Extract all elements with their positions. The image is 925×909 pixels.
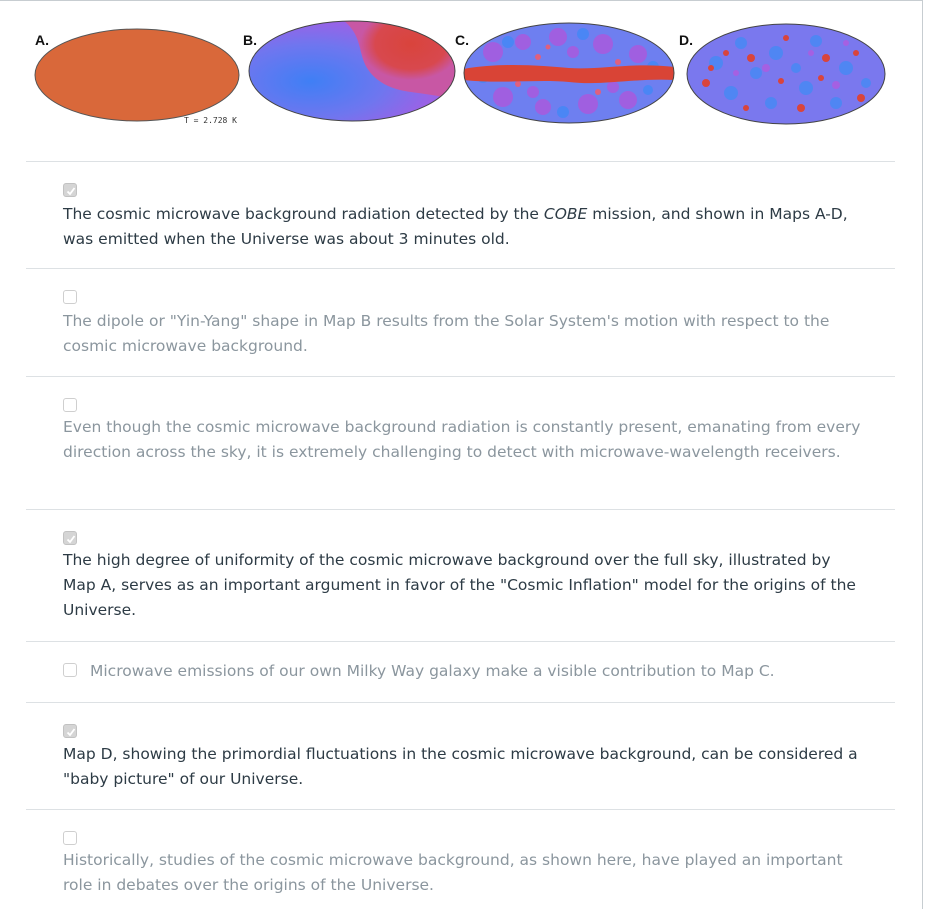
- map-a-uniform-image: [34, 28, 240, 122]
- checkmark-icon: [65, 533, 77, 545]
- answer-option-3[interactable]: [0, 377, 925, 509]
- checkbox-unchecked[interactable]: [63, 831, 77, 845]
- answer-option-2[interactable]: [0, 269, 925, 376]
- map-b-dipole-image: [248, 20, 456, 122]
- map-b-label: B.: [243, 32, 257, 48]
- answer-option-4[interactable]: [0, 510, 925, 641]
- option-1-text: The cosmic microwave background radiation detected by the COBE mission, and shown in Maps A-D, was emitted when the Universe was about 3 minutes old.: [63, 205, 848, 248]
- option-5-text: Microwave emissions of our own Milky Way galaxy make a visible contribution to Map C.: [90, 662, 775, 680]
- answer-option-6[interactable]: [0, 703, 925, 809]
- checkmark-icon: [65, 726, 77, 738]
- checkbox-unchecked[interactable]: [63, 290, 77, 304]
- checkmark-icon: [65, 185, 77, 197]
- checkbox-checked[interactable]: [63, 183, 77, 197]
- cmb-maps: [0, 0, 925, 140]
- map-c-label: C.: [455, 32, 469, 48]
- option-4-text: The high degree of uniformity of the cosmic microwave background over the full sky, illustrated by Map A, serves as an important argument in favor of the "Cosmic Inflation" model for the origins of the Universe.: [63, 551, 856, 619]
- option-7-text: Historically, studies of the cosmic microwave background, as shown here, have played an important role in debates over the origins of the Universe.: [63, 851, 843, 894]
- answer-option-7[interactable]: [0, 810, 925, 909]
- answer-option-1[interactable]: [0, 162, 925, 269]
- checkbox-unchecked[interactable]: [63, 398, 77, 412]
- answer-option-5[interactable]: [0, 642, 925, 702]
- checkbox-checked[interactable]: [63, 531, 77, 545]
- map-c-galactic-image: [463, 22, 675, 124]
- checkbox-checked[interactable]: [63, 724, 77, 738]
- option-3-text: Even though the cosmic microwave background radiation is constantly present, emanating from every direction across the sky, it is extremely challenging to detect with microwave-wavelength receivers.: [63, 418, 861, 461]
- map-a-label: A.: [35, 32, 49, 48]
- map-d-fluctuations-image: [686, 23, 886, 125]
- temperature-label: T = 2.728 K: [184, 116, 237, 125]
- option-2-text: The dipole or "Yin-Yang" shape in Map B results from the Solar System's motion with respect to the cosmic microwave background.: [63, 312, 830, 355]
- option-6-text: Map D, showing the primordial fluctuations in the cosmic microwave background, can be considered a "baby picture" of our Universe.: [63, 745, 858, 788]
- checkbox-unchecked[interactable]: [63, 663, 77, 677]
- map-d-label: D.: [679, 32, 693, 48]
